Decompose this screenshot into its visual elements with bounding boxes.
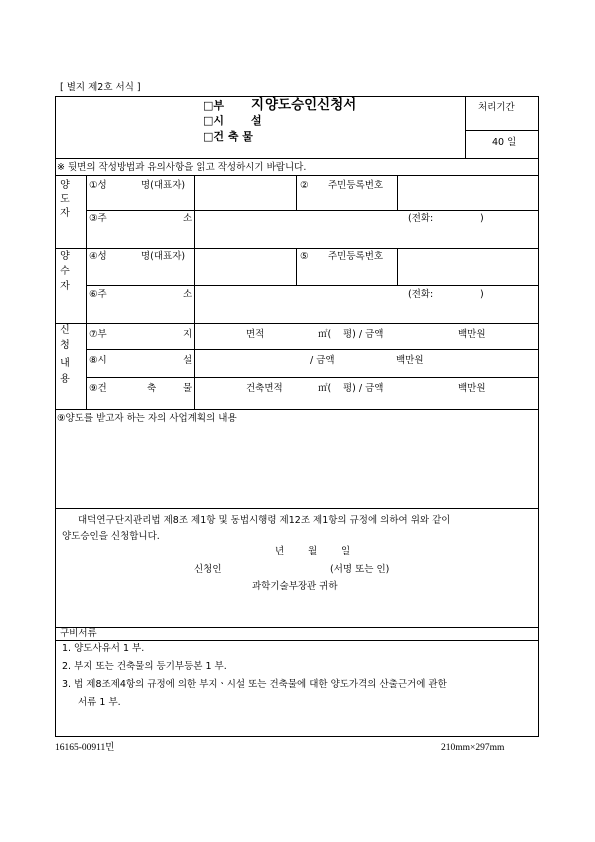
- building-unit: ㎡(: [318, 383, 332, 394]
- transferor-regno-label: 주민등록번호: [328, 180, 384, 191]
- document-item-3: 3. 법 제8조제4항의 규정에 의한 부지ㆍ시설 또는 건축물에 대한 양도가격의 산출근거에 관한: [62, 679, 447, 690]
- land-money-unit: 백만원: [458, 329, 486, 340]
- land-label-a: ⑦부: [89, 329, 107, 340]
- building-label-c: 물: [183, 383, 193, 394]
- land-label-b: 지: [183, 329, 193, 340]
- transferor-phone-label: (전화:: [408, 213, 434, 224]
- transferee-regno-num: ⑤: [300, 251, 309, 262]
- declaration-line1: 대덕연구단지관리법 제8조 제1항 및 동법시행령 제12조 제1항의 규정에 의하여 위와 같이: [78, 515, 451, 526]
- transferor-regno-num: ②: [300, 180, 309, 191]
- transferor-phone-close: ): [480, 213, 484, 224]
- transferor-addr-label-a: ③주: [89, 213, 107, 224]
- transferee-name-label-a: ④성: [89, 251, 107, 262]
- transferee-addr-label-a: ⑥주: [89, 289, 107, 300]
- date-day-label: 일: [341, 546, 351, 557]
- kind-facility-suffix: 설: [251, 114, 262, 127]
- transferor-addr-label-b: 소: [183, 213, 193, 224]
- paper-size: 210mm×297mm: [441, 743, 505, 753]
- transferee-phone-close: ): [480, 289, 484, 300]
- application-label-2: 청: [60, 340, 70, 351]
- application-label-1: 신: [60, 325, 70, 336]
- kind-land: □부: [203, 99, 225, 112]
- land-area-label: 면적: [246, 329, 265, 340]
- signature-label: (서명 또는 인): [330, 564, 390, 575]
- facility-money-unit: 백만원: [396, 355, 424, 366]
- building-area-label: 건축면적: [246, 383, 283, 394]
- kind-land-suffix: 지: [251, 97, 265, 113]
- transferee-phone-label: (전화:: [408, 289, 434, 300]
- transferee-label-2: 수: [60, 266, 70, 277]
- business-plan-label: ⑨양도를 받고자 하는 자의 사업계획의 내용: [57, 413, 237, 424]
- transferor-name-label-a: ①성: [89, 180, 107, 191]
- notice-text: ※ 뒷면의 작성방법과 유의사항을 읽고 작성하시기 바랍니다.: [57, 162, 307, 173]
- application-label-3: 내: [60, 358, 70, 369]
- transferee-addr-label-b: 소: [183, 289, 193, 300]
- form-label: [ 별지 제2호 서식 ]: [60, 82, 141, 93]
- building-label-b: 축: [147, 383, 157, 394]
- date-month-label: 월: [308, 546, 318, 557]
- transferor-label-1: 양: [60, 180, 70, 191]
- building-price-label: 평) / 금액: [343, 383, 384, 394]
- transferee-label-3: 자: [60, 281, 70, 292]
- transferor-name-label-b: 명(대표자): [141, 180, 186, 191]
- facility-label-a: ⑧시: [89, 355, 107, 366]
- form-code: 16165-00911민: [55, 743, 115, 753]
- transferor-label-3: 자: [60, 208, 70, 219]
- land-unit: ㎡(: [318, 329, 332, 340]
- land-price-label: 평) / 금액: [343, 329, 384, 340]
- transferor-label-2: 도: [60, 194, 70, 205]
- facility-label-b: 설: [183, 355, 193, 366]
- declaration-line2: 양도승인을 신청합니다.: [62, 531, 160, 542]
- kind-facility: □시: [203, 114, 225, 127]
- transferee-regno-label: 주민등록번호: [328, 251, 384, 262]
- date-year-label: 년: [275, 546, 285, 557]
- document-item-1: 1. 양도사유서 1 부.: [62, 643, 145, 654]
- application-label-4: 용: [60, 374, 70, 385]
- kind-building: □건 축 물: [203, 130, 253, 143]
- document-item-3-cont: 서류 1 부.: [78, 697, 121, 708]
- building-money-unit: 백만원: [458, 383, 486, 394]
- form-title: 양도승인신청서: [265, 97, 357, 113]
- documents-title: 구비서류: [60, 628, 97, 639]
- facility-price-label: / 금액: [310, 355, 335, 366]
- applicant-label: 신청인: [194, 564, 222, 575]
- processing-period-value: 40 일: [492, 137, 517, 148]
- addressee: 과학기술부장관 귀하: [252, 581, 338, 592]
- document-item-2: 2. 부지 또는 건축물의 등기부등본 1 부.: [62, 661, 227, 672]
- processing-period-label: 처리기간: [478, 102, 515, 113]
- transferee-name-label-b: 명(대표자): [141, 251, 186, 262]
- transferee-label-1: 양: [60, 251, 70, 262]
- building-label-a: ⑨건: [89, 383, 107, 394]
